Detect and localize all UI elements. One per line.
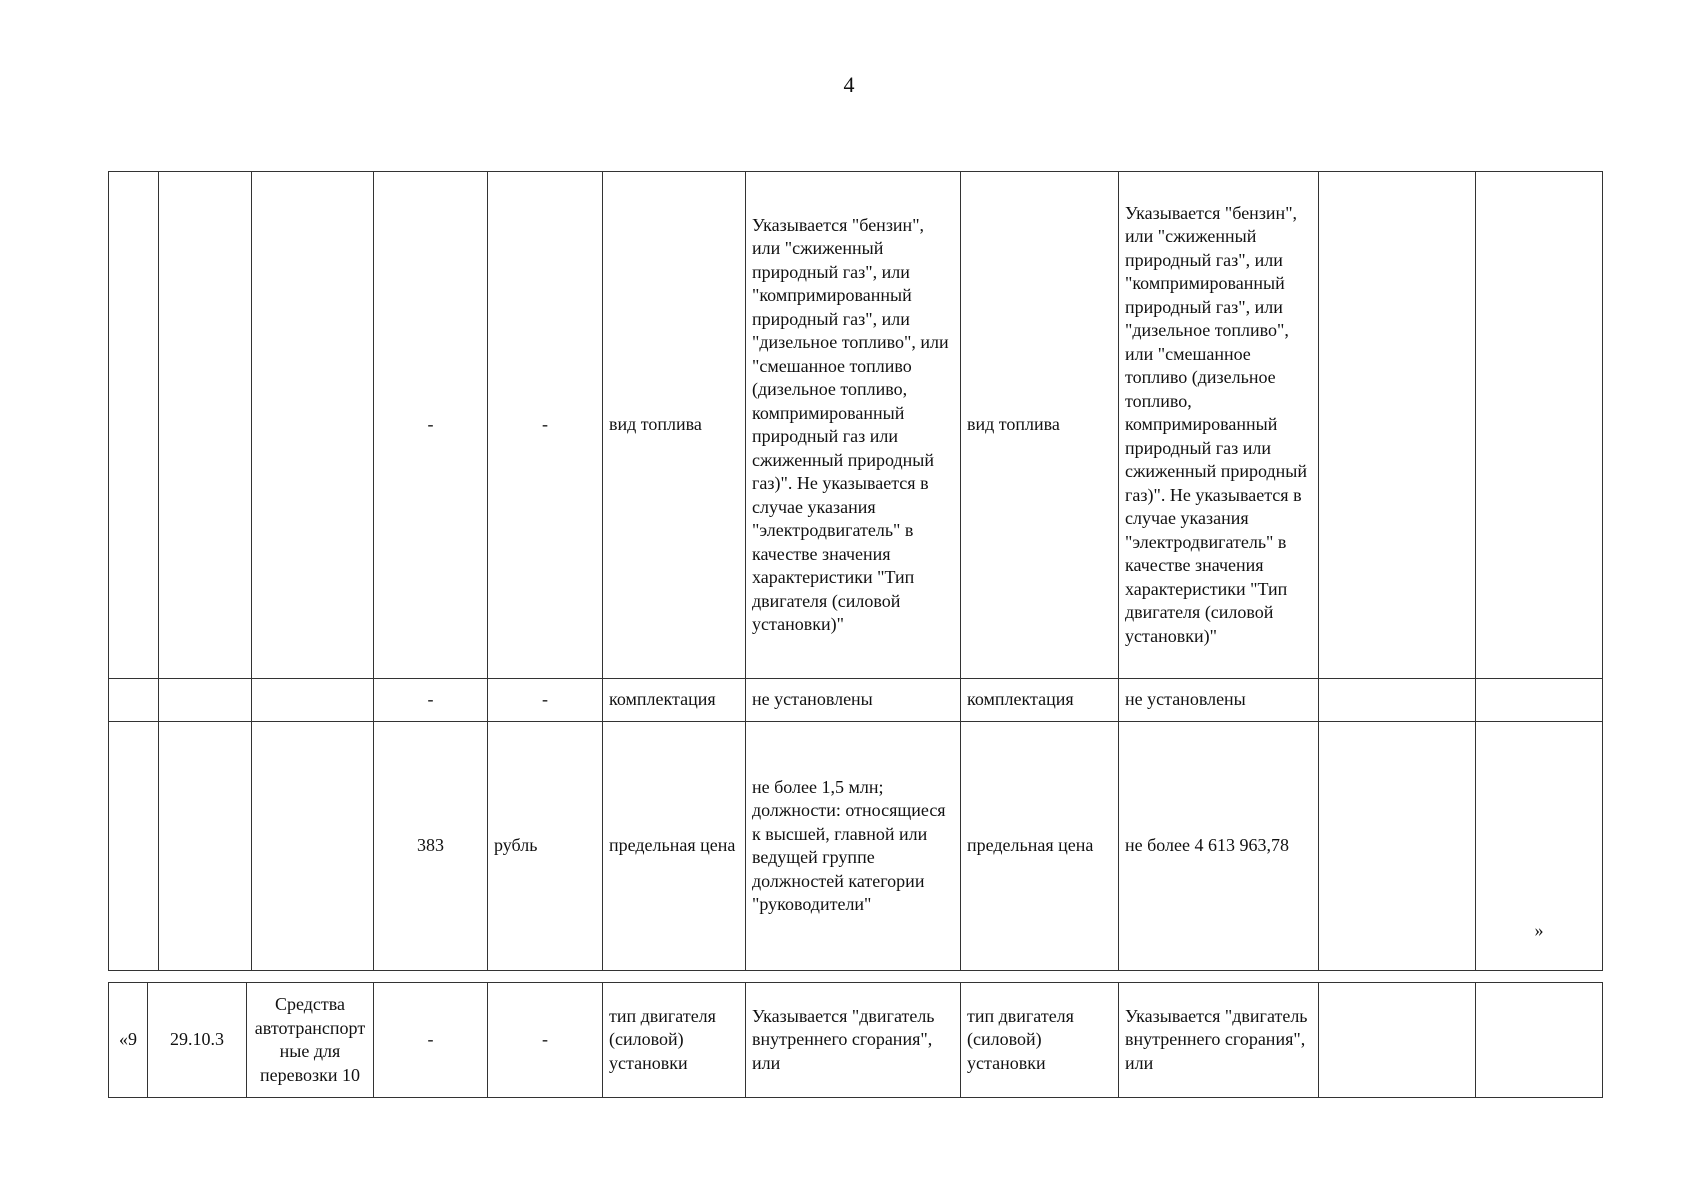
cell-okei-code: -: [374, 679, 488, 722]
cell-characteristic-approved: вид топлива: [961, 172, 1119, 679]
cell-item-name: [252, 679, 374, 722]
cell-okei-code: -: [374, 983, 488, 1098]
cell-number: «9: [109, 983, 148, 1098]
page-number: 4: [843, 72, 855, 97]
requirements-table-top: [108, 171, 1603, 971]
cell-number: [109, 172, 159, 679]
cell-value-approved: Указывается "бензин", или "сжиженный природный газ", или "компримированный природный газ", или "дизельное топливо", или "смешанное топливо (дизельное топливо, компримированный природный газ или сжиженный природный газ)". Не указывается в случае указания "электродвигатель" в качестве значения характеристики "Тип двигателя (силовой установки)": [1119, 172, 1319, 679]
cell-okei-code: 383: [374, 722, 488, 971]
cell-unit-name: -: [488, 172, 603, 679]
cell-characteristic: тип двигателя (силовой) установки: [603, 983, 746, 1098]
cell-value: Указывается "двигатель внутреннего сгорания", или: [746, 983, 961, 1098]
cell-justification: [1319, 679, 1476, 722]
cell-value-approved: Указывается "двигатель внутреннего сгорания", или: [1119, 983, 1319, 1098]
cell-unit-name: -: [488, 983, 603, 1098]
cell-characteristic: предельная цена: [603, 722, 746, 971]
cell-function: [1476, 679, 1603, 722]
cell-value: Указывается "бензин", или "сжиженный природный газ", или "компримированный природный газ", или "дизельное топливо", или "смешанное топливо (дизельное топливо, компримированный природный газ или сжиженный природный газ)". Не указывается в случае указания "электродвигатель" в качестве значения характеристики "Тип двигателя (силовой установки)": [746, 172, 961, 679]
cell-justification: [1319, 983, 1476, 1098]
cell-value-approved: не установлены: [1119, 679, 1319, 722]
cell-function: [1476, 983, 1603, 1098]
requirements-table-bottom: [108, 982, 1603, 1098]
closing-quote-mark: »: [1476, 722, 1603, 971]
cell-number: [109, 722, 159, 971]
cell-okpd-code: 29.10.3: [148, 983, 247, 1098]
cell-justification: [1319, 722, 1476, 971]
cell-characteristic-approved: комплектация: [961, 679, 1119, 722]
table-row-engine-type: [109, 983, 1603, 1098]
cell-okpd-code: [159, 722, 252, 971]
cell-value-approved: не более 4 613 963,78: [1119, 722, 1319, 971]
cell-function: [1476, 172, 1603, 679]
cell-okpd-code: [159, 172, 252, 679]
cell-value: не более 1,5 млн; должности: относящиеся к высшей, главной или ведущей группе должностей категории "руководители": [746, 722, 961, 971]
cell-item-name: [252, 172, 374, 679]
cell-unit-name: рубль: [488, 722, 603, 971]
table-row-price-limit: [109, 722, 1603, 971]
cell-number: [109, 679, 159, 722]
cell-value: не установлены: [746, 679, 961, 722]
cell-unit-name: -: [488, 679, 603, 722]
cell-okei-code: -: [374, 172, 488, 679]
cell-characteristic: комплектация: [603, 679, 746, 722]
cell-item-name: [252, 722, 374, 971]
cell-item-name: Средства автотранспортные для перевозки 10: [247, 983, 374, 1098]
cell-characteristic-approved: предельная цена: [961, 722, 1119, 971]
table-row-fuel-type: [109, 172, 1603, 679]
cell-characteristic: вид топлива: [603, 172, 746, 679]
cell-characteristic-approved: тип двигателя (силовой) установки: [961, 983, 1119, 1098]
cell-justification: [1319, 172, 1476, 679]
cell-okpd-code: [159, 679, 252, 722]
table-row-equipment: [109, 679, 1603, 722]
